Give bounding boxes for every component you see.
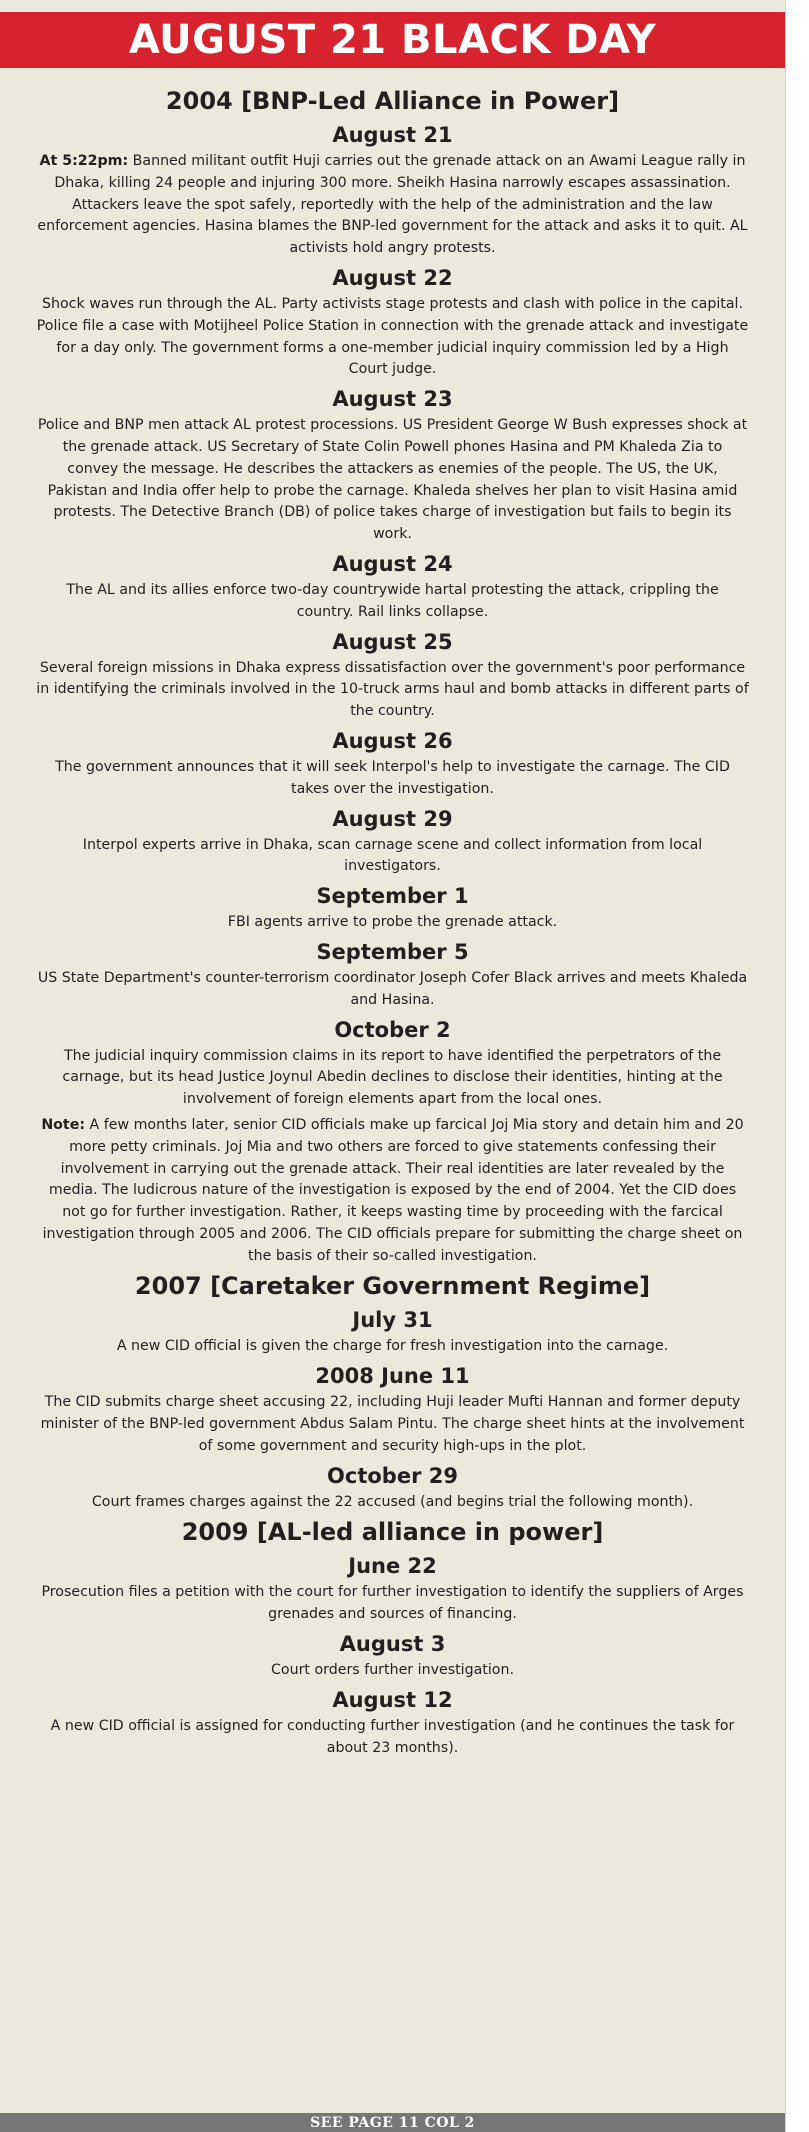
- entry-body: Interpol experts arrive in Dhaka, scan carnage scene and collect information from local investigators.: [82, 836, 703, 875]
- entry-text: [36, 1392, 749, 1457]
- entry-date: August 29: [332, 806, 453, 831]
- entry-date: August 22: [332, 265, 453, 290]
- entry-text: [36, 1336, 749, 1358]
- entry-text: [36, 835, 749, 879]
- entry-body: The AL and its allies enforce two-day countrywide hartal protesting the attack, crippling the country. Rail links collapse.: [66, 581, 719, 620]
- entry-text: [36, 1046, 749, 1111]
- entry-date: September 5: [316, 939, 469, 964]
- entry-body: A new CID official is assigned for conducting further investigation (and he continues the task for about 23 months).: [50, 1717, 735, 1756]
- entry-date: October 2: [334, 1017, 451, 1042]
- continuation-footer: SEE PAGE 11 COL 2: [0, 2113, 785, 2132]
- entry-text: [36, 1492, 749, 1514]
- entry-date: August 12: [332, 1687, 453, 1712]
- entry-lead: At 5:22pm:: [39, 153, 129, 169]
- entry-body: A few months later, senior CID officials make up farcical Joj Mia story and detain him and 20 more petty criminals. Joj Mia and two others are forced to give statements confessing their involvement in carrying out the grenade attack. Their real identities are later revealed by the media. The ludicrous nature of the investigation is exposed by the end of 2004. Yet the CID does not go for further investigation. Rather, it keeps wasting time by proceeding with the farcical investigation through 2005 and 2006. The CID officials prepare for submitting the charge sheet on the basis of their so-called investigation.: [42, 1116, 744, 1264]
- entry-date: June 22: [348, 1554, 437, 1579]
- entry-text: [36, 658, 749, 723]
- entry-body: Prosecution files a petition with the court for further investigation to identify the suppliers of Arges grenades and sources of financing.: [41, 1584, 744, 1623]
- entry-text: [36, 1582, 749, 1626]
- entry-date: August 3: [339, 1632, 446, 1657]
- entry-body: US State Department's counter-terrorism coordinator Joseph Cofer Black arrives and meets Khaleda and Hasina.: [37, 969, 748, 1008]
- entry-body: Court frames charges against the 22 accused (and begins trial the following month).: [91, 1493, 694, 1510]
- entry-text: [36, 757, 749, 801]
- entry-date: August 23: [332, 387, 453, 412]
- timeline: [36, 86, 749, 1763]
- entry-date: July 31: [352, 1308, 433, 1333]
- entry-date: August 25: [332, 629, 453, 654]
- entry-text: [36, 415, 749, 546]
- entry-date: 2008 June 11: [315, 1364, 470, 1389]
- entry-text: [36, 968, 749, 1012]
- entry-text: [36, 294, 749, 381]
- entry-body: The CID submits charge sheet accusing 22, including Huji leader Mufti Hannan and former deputy minister of the BNP-led government Abdus Salam Pintu. The charge sheet hints at the involvement of some government and security high-ups in the plot.: [40, 1394, 745, 1454]
- entry-text: [36, 580, 749, 624]
- entry-body: FBI agents arrive to probe the grenade attack.: [227, 914, 558, 931]
- entry-date: September 1: [316, 884, 469, 909]
- entry-date: August 26: [332, 728, 453, 753]
- entry-text: [36, 1660, 749, 1682]
- entry-text: [36, 1716, 749, 1760]
- entry-text: [36, 912, 749, 934]
- entry-date: October 29: [327, 1463, 458, 1488]
- entry-text: [36, 1115, 749, 1268]
- period-heading: 2009 [AL-led alliance in power]: [181, 1518, 604, 1547]
- entry-date: August 21: [332, 123, 453, 147]
- entry-body: A new CID official is given the charge for fresh investigation into the carnage.: [116, 1338, 669, 1355]
- entry-body: The government announces that it will seek Interpol's help to investigate the carnage. The CID takes over the investigation.: [55, 758, 730, 797]
- entry-text: [36, 151, 749, 260]
- period-heading: 2004 [BNP-Led Alliance in Power]: [165, 87, 620, 115]
- entry-body: Shock waves run through the AL. Party activists stage protests and clash with police in the capital. Police file a case with Motijheel Police Station in connection with the grenade attack and investigate for a day only. The government forms a one-member judicial inquiry commission led by a High Court judge.: [36, 295, 749, 378]
- entry-date: August 24: [332, 551, 453, 576]
- entry-body: The judicial inquiry commission claims in its report to have identified the perpetrators of the carnage, but its head Justice Joynul Abedin declines to disclose their identities, hinting at the involvement of foreign elements apart from the local ones.: [62, 1047, 723, 1108]
- entry-lead: Note:: [41, 1116, 86, 1133]
- entry-body: Banned militant outfit Huji carries out the grenade attack on an Awami League rally in Dhaka, killing 24 people and injuring 300 more. Sheikh Hasina narrowly escapes assassination. Attackers leave the spot safely, reportedly with the help of the administration and the law enforcement agencies. Hasina blames the BNP-led government for the attack and asks it to quit. AL activists hold angry protests.: [37, 153, 748, 257]
- period-heading: 2007 [Caretaker Government Regime]: [134, 1272, 651, 1301]
- page-title: AUGUST 21 BLACK DAY: [0, 12, 785, 68]
- entry-body: Court orders further investigation.: [270, 1662, 514, 1679]
- entry-body: Several foreign missions in Dhaka express dissatisfaction over the government's poor performance in identifying the criminals involved in the 10-truck arms haul and bomb attacks in different parts of the country.: [36, 659, 749, 720]
- entry-body: Police and BNP men attack AL protest processions. US President George W Bush expresses shock at the grenade attack. US Secretary of State Colin Powell phones Hasina and PM Khaleda Zia to convey the message. He describes the attackers as enemies of the people. The US, the UK, Pakistan and India offer help to probe the carnage. Khaleda shelves her plan to visit Hasina amid protests. The Detective Branch (DB) of police takes charge of investigation but fails to begin its work.: [37, 417, 748, 543]
